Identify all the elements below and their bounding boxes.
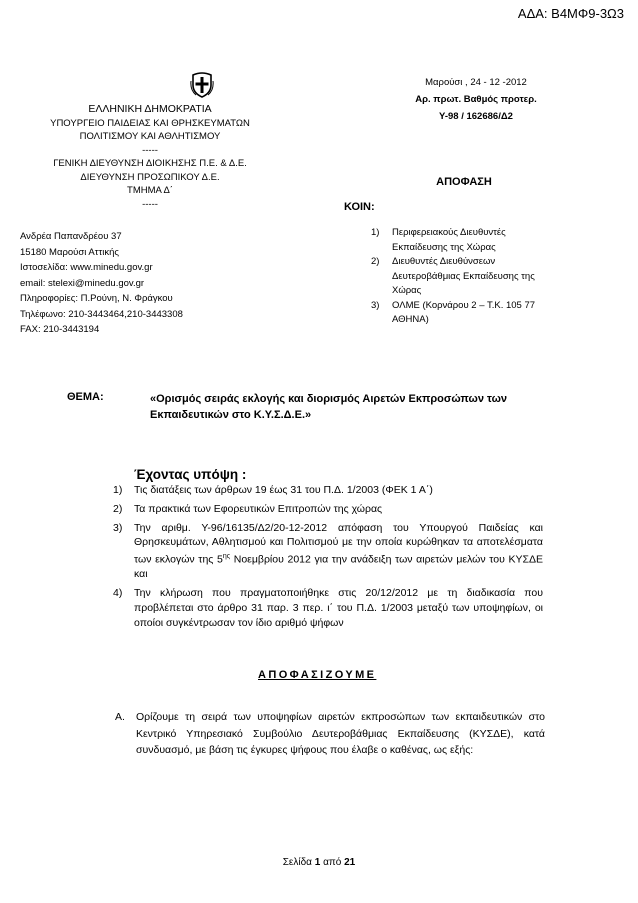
item-number: 1)	[371, 227, 380, 238]
considering-title: Έχοντας υπόψη :	[134, 467, 247, 482]
contact-fax: FAX: 210-3443194	[20, 324, 100, 335]
subject-text: «Ορισμός σειράς εκλογής και διορισμός Αιρετών Εκπροσώπων των Εκπαιδευτικών στο Κ.Υ.Σ.Δ.Ε.»	[150, 393, 508, 421]
list-item	[371, 299, 561, 328]
item-text: Διευθυντές Διευθύνσεων Δευτεροβάθμιας Εκπαίδευσης της Χώρας	[392, 256, 535, 296]
item-text-part: Την αριθμ. Υ-96/16135/Δ2/20-12-2012 απόφαση του Υπουργού Παιδείας και Θρησκευμάτων, Αθλητισμού και Πολιτισμού με την οποία κυρώθηκαν τα αποτελέσματα των εκλογών της 5	[134, 521, 543, 566]
page-footer	[0, 857, 638, 868]
protocol-label: Αρ. πρωτ. Βαθμός προτερ.	[415, 94, 537, 105]
section-text: Ορίζουμε τη σειρά των υποψηφίων αιρετών εκπροσώπων των εκπαιδευτικών στο Κεντρικό Υπηρεσιακό Συμβούλιο Δευτεροβάθμιας Εκπαίδευσης (ΚΥΣΔΕ), κατά συνδυασμό, με βάση τις έγκυρες ψήφους που έλαβε ο καθένας, ως εξής:	[136, 711, 545, 756]
contact-address: Ανδρέα Παπανδρέου 37	[20, 231, 122, 242]
protocol-number: Υ-98 / 162686/Δ2	[439, 111, 513, 122]
item-text: Περιφερειακούς Διευθυντές Εκπαίδευσης της Χώρας	[392, 227, 506, 253]
section-a	[115, 709, 545, 759]
cc-label: ΚΟΙΝ:	[344, 201, 375, 213]
item-number: 1)	[113, 484, 123, 496]
issuer-line: ΓΕΝΙΚΗ ΔΙΕΥΘΥΝΣΗ ΔΙΟΙΚΗΣΗΣ Π.Ε. & Δ.Ε.	[53, 158, 247, 169]
issuer-header	[0, 103, 300, 211]
item-number: 2)	[113, 502, 123, 515]
list-item	[113, 521, 543, 583]
footer-prefix: Σελίδα	[282, 857, 315, 868]
decide-title: ΑΠΟΦΑΣΙΖΟΥΜΕ	[258, 669, 377, 681]
item-text: Τα πρακτικά των Εφορευτικών Επιτροπών της χώρας	[134, 502, 383, 515]
footer-middle: από	[320, 857, 345, 868]
item-text: Τις διατάξεις των άρθρων 19 έως 31 του Π.Δ. 1/2003 (ΦΕΚ 1 Α΄)	[134, 484, 433, 496]
considerations-list	[113, 483, 543, 635]
issuer-line: -----	[142, 198, 158, 210]
ordinal-suffix: ης	[222, 553, 231, 561]
page-number: 1	[314, 857, 321, 868]
item-text	[134, 521, 543, 583]
contact-info: Πληροφορίες: Π.Ρούνη, Ν. Φράγκου	[20, 293, 173, 304]
issuer-line: ΤΜΗΜΑ Δ΄	[127, 185, 173, 196]
issuer-line: ΥΠΟΥΡΓΕΙΟ ΠΑΙΔΕΙΑΣ ΚΑΙ ΘΡΗΣΚΕΥΜΑΤΩΝ	[50, 117, 250, 129]
contact-block	[20, 229, 183, 338]
contact-city: 15180 Μαρούσι Αττικής	[20, 246, 119, 258]
item-text: Την κλήρωση που πραγματοποιήθηκε στις 20/12/2012 με τη διαδικασία που προβλέπεται στο άρθρο 31 παρ. 3 περ. ι΄ του Π.Δ. 1/2003 μεταξύ των υποψηφίων, οι οποίοι συγκέντρωσαν τον ίδιο αριθμό ψήφων	[134, 587, 543, 629]
list-item	[371, 226, 561, 255]
item-text: ΟΛΜΕ (Κορνάρου 2 – Τ.Κ. 105 77 ΑΘΗΝΑ)	[392, 299, 536, 325]
item-number: 3)	[113, 521, 123, 534]
contact-email[interactable]: email: stelexi@minedu.gov.gr	[20, 277, 145, 289]
list-item	[113, 586, 543, 630]
list-item	[113, 483, 543, 498]
contact-website[interactable]: Ιστοσελίδα: www.minedu.gov.gr	[20, 262, 153, 273]
issuer-line: -----	[142, 144, 158, 156]
document-date: Μαρούσι , 24 - 12 -2012	[425, 77, 527, 88]
issuer-line: ΠΟΛΙΤΙΣΜΟΥ ΚΑΙ ΑΘΛΗΤΙΣΜΟΥ	[79, 131, 221, 142]
document-meta	[396, 74, 556, 125]
section-number: Α.	[115, 711, 125, 723]
item-text-part: Νοεμβρίου 2012 για την ανάδειξη των αιρετών μελών του ΚΥΣΔΕ και	[134, 553, 543, 581]
contact-phone: Τηλέφωνο: 210-3443464,210-3443308	[20, 308, 183, 320]
item-number: 3)	[371, 299, 380, 311]
greek-emblem-icon	[190, 72, 214, 98]
subject-label: ΘΕΜΑ:	[67, 391, 104, 403]
page-total: 21	[344, 857, 356, 868]
decision-title: ΑΠΟΦΑΣΗ	[436, 176, 492, 188]
list-item	[371, 255, 561, 299]
item-number: 4)	[113, 587, 123, 600]
recipients-list	[371, 226, 561, 328]
item-number: 2)	[371, 256, 380, 267]
list-item	[113, 502, 543, 517]
ada-code: ΑΔΑ: Β4ΜΦ9-3Ω3	[517, 6, 624, 21]
issuer-line: ΕΛΛΗΝΙΚΗ ΔΗΜΟΚΡΑΤΙΑ	[88, 103, 212, 115]
issuer-line: ΔΙΕΥΘΥΝΣΗ ΠΡΟΣΩΠΙΚΟΥ Δ.Ε.	[80, 171, 220, 183]
